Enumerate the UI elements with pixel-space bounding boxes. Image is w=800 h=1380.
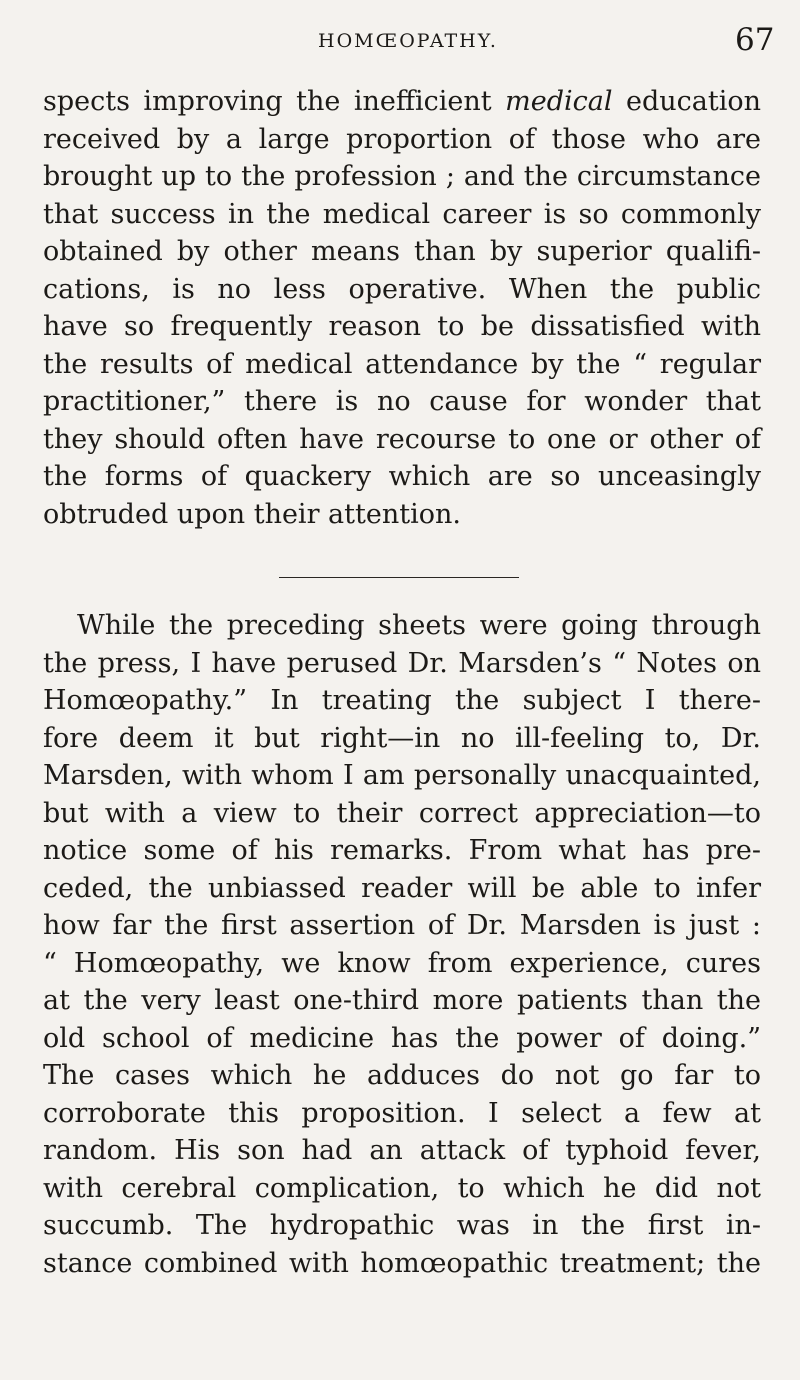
text-line: the press, I have perused Dr. Marsden’s “ Notes on xyxy=(43,648,761,679)
text-line: practitioner,” there is no cause for wonder that xyxy=(43,386,761,417)
text-line: succumb. The hydropathic was in the first in- xyxy=(43,1210,761,1241)
text-line: corroborate this proposition. I select a few at xyxy=(43,1098,761,1129)
text-line: at the very least one-third more patients than the xyxy=(43,985,761,1016)
text-line: obtained by other means than by superior qualifi- xyxy=(43,236,761,267)
text-line: While the preceding sheets were going through xyxy=(77,610,761,641)
text-line: how far the first assertion of Dr. Marsden is just : xyxy=(43,910,761,941)
text-line: received by a large proportion of those who are xyxy=(43,124,761,155)
text-line: stance combined with homœopathic treatment; the xyxy=(43,1248,761,1279)
text-line: cations, is no less operative. When the public xyxy=(43,274,761,305)
text-line: but with a view to their correct appreciation—to xyxy=(43,798,761,829)
italic-word: medical xyxy=(505,86,613,117)
text-line: the forms of quackery which are so unceasingly xyxy=(43,461,761,492)
text-line: ceded, the unbiassed reader will be able to infer xyxy=(43,873,761,904)
text-line: Homœopathy.” In treating the subject I there- xyxy=(43,685,761,716)
text-line: the results of medical attendance by the “ regular xyxy=(43,349,761,380)
text-line: fore deem it but right—in no ill-feeling to, Dr. xyxy=(43,723,761,754)
text-line: The cases which he adduces do not go far to xyxy=(43,1060,761,1091)
text-line: “ Homœopathy, we know from experience, cures xyxy=(43,948,761,979)
text-line: with cerebral complication, to which he did not xyxy=(43,1173,761,1204)
text-line: that success in the medical career is so commonly xyxy=(43,199,761,230)
page-number: 67 xyxy=(735,22,775,58)
text-line: brought up to the profession ; and the circumstance xyxy=(43,161,761,192)
running-title: HOMŒOPATHY. xyxy=(318,30,498,52)
text-line: old school of medicine has the power of doing.” xyxy=(43,1023,761,1054)
text-line: notice some of his remarks. From what has pre- xyxy=(43,835,761,866)
text-line: spects improving the inefficient medical education xyxy=(43,86,761,117)
text-line: they should often have recourse to one or other of xyxy=(43,424,761,455)
text-line: Marsden, with whom I am personally unacquainted, xyxy=(43,760,761,791)
text-line: obtruded upon their attention. xyxy=(43,499,461,530)
text-line: random. His son had an attack of typhoid fever, xyxy=(43,1135,761,1166)
text-line: have so frequently reason to be dissatisfied with xyxy=(43,311,761,342)
section-divider xyxy=(279,577,519,578)
